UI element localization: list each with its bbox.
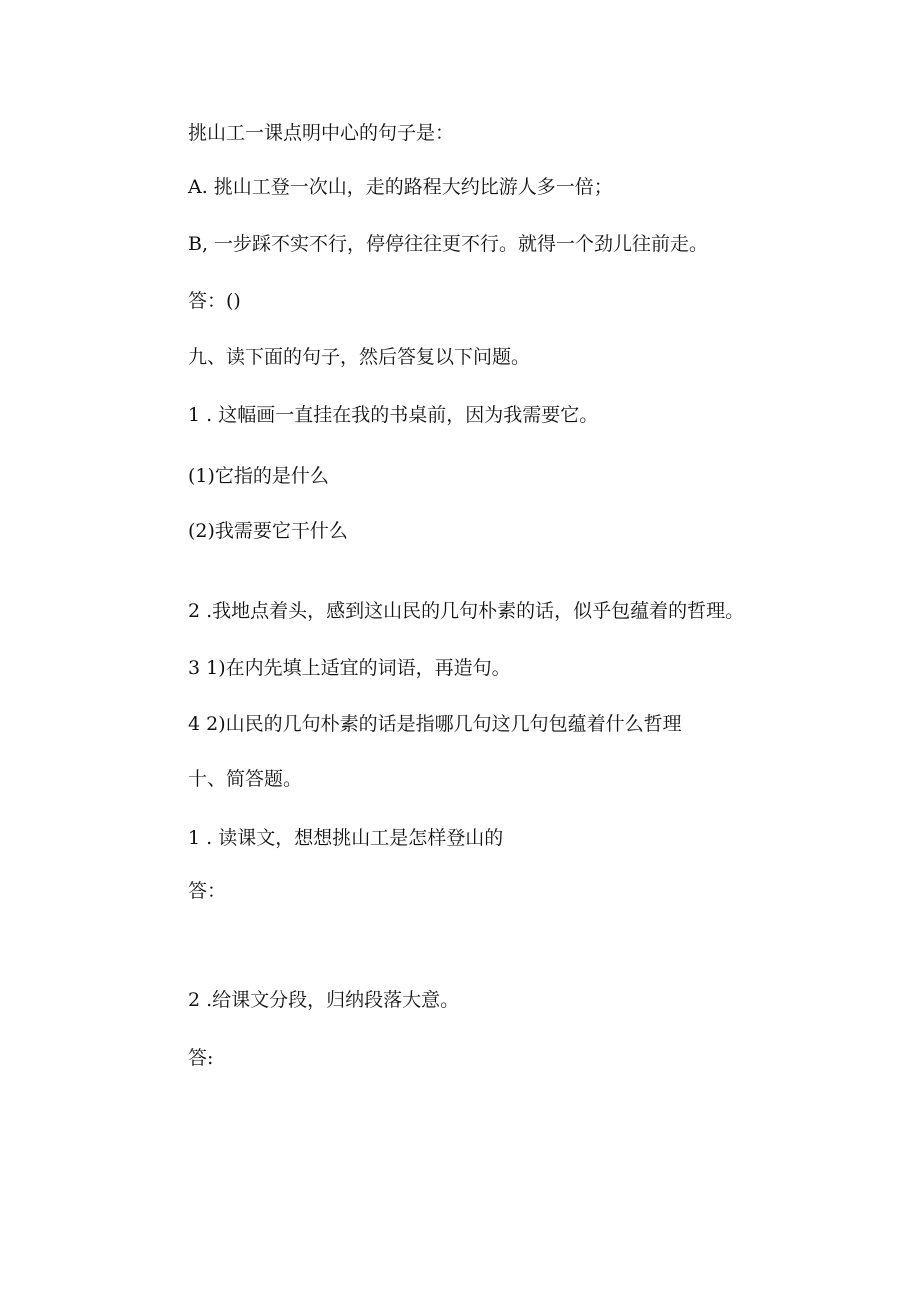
section-ten-heading: 十、简答题。 — [188, 768, 303, 790]
section-nine-heading: 九、读下面的句子，然后答复以下问题。 — [188, 346, 531, 368]
sub-question-2: (2)我需要它干什么 — [188, 520, 348, 542]
option-b: B, 一步踩不实不行，停停往往更不行。就得一个劲儿往前走。 — [188, 233, 709, 255]
question-central-sentence: 挑山工一课点明中心的句子是： — [188, 122, 455, 144]
sub-question-1: (1)它指的是什么 — [188, 465, 329, 487]
answer-blank-1: 答：() — [188, 290, 241, 312]
task-fill-in-words: 3 1)在内先填上适宜的词语，再造句。 — [188, 657, 511, 679]
answer-label-1: 答： — [188, 880, 227, 902]
answer-label-2: 答: — [188, 1047, 214, 1069]
short-answer-question-2: 2 .给课文分段，归纳段落大意。 — [188, 989, 460, 1011]
task-philosophy-question: 4 2)山民的几句朴素的话是指哪几句这几句包蕴着什么哲理 — [188, 713, 682, 735]
sentence-1: 1 . 这幅画一直挂在我的书桌前，因为我需要它。 — [188, 404, 599, 426]
option-a: A. 挑山工登一次山，走的路程大约比游人多一倍； — [188, 176, 613, 198]
sentence-2: 2 .我地点着头，感到这山民的几句朴素的话，似乎包蕴着的哲理。 — [188, 600, 745, 622]
short-answer-question-1: 1 . 读课文，想想挑山工是怎样登山的 — [188, 827, 504, 849]
